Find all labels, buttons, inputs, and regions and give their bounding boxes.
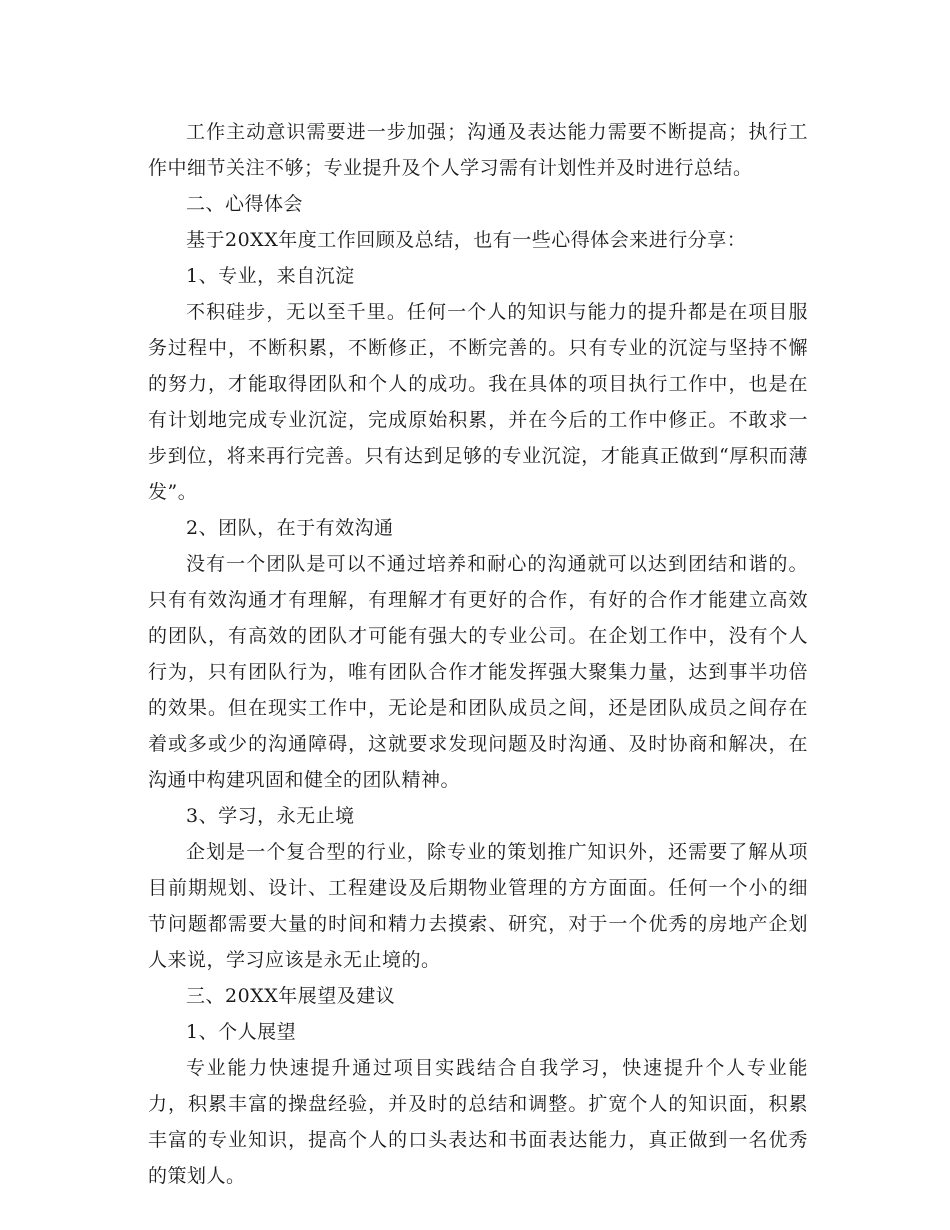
paragraph-teamwork: 没有一个团队是可以不通过培养和耐心的沟通就可以达到团结和谐的。只有有效沟通才有理解，有理解才有更好的合作，有好的合作才能建立高效的团队，有高效的团队才可能有强大的专业公司。在企划工作中，没有个人行为，只有团队行为，唯有团队合作才能发挥强大聚集力量，达到事半功倍的效果。但在现实工作中，无论是和团队成员之间，还是团队成员之间存在着或多或少的沟通障碍，这就要求发现问题及时沟通、及时协商和解决，在沟通中构建巩固和健全的团队精神。 [148, 553, 808, 791]
document-body [148, 114, 808, 1194]
paragraph-professionalism: 不积硅步，无以至千里。任何一个人的知识与能力的提升都是在项目服务过程中，不断积累，不断修正，不断完善的。只有专业的沉淀与坚持不懈的努力，才能取得团队和个人的成功。我在具体的项目执行工作中，也是在有计划地完成专业沉淀，完成原始积累，并在今后的工作中修正。不敢求一步到位，将来再行完善。只有达到足够的专业沉淀，才能真正做到“厚积而薄发”。 [148, 301, 808, 503]
paragraph-work-issues: 工作主动意识需要进一步加强；沟通及表达能力需要不断提高；执行工作中细节关注不够；专业提升及个人学习需有计划性并及时进行总结。 [148, 121, 808, 179]
subheading-teamwork: 2、团队，在于有效沟通 [186, 517, 394, 539]
paragraph-insights-intro: 基于20XX年度工作回顾及总结，也有一些心得体会来进行分享： [186, 229, 747, 251]
paragraph-learning: 企划是一个复合型的行业，除专业的策划推广知识外，还需要了解从项目前期规划、设计、工程建设及后期物业管理的方方面面。任何一个小的细节问题都需要大量的时间和精力去摸索、研究，对于一个优秀的房地产企划人来说，学习应该是永无止境的。 [148, 841, 808, 971]
section-heading-outlook: 三、20XX年展望及建议 [186, 985, 396, 1007]
paragraph-personal-outlook: 专业能力快速提升通过项目实践结合自我学习，快速提升个人专业能力，积累丰富的操盘经验，并及时的总结和调整。扩宽个人的知识面，积累丰富的专业知识，提高个人的口头表达和书面表达能力，真正做到一名优秀的策划人。 [148, 1057, 808, 1187]
subheading-learning: 3、学习，永无止境 [186, 805, 355, 827]
subheading-personal-outlook: 1、个人展望 [186, 1021, 297, 1043]
section-heading-insights: 二、心得体会 [186, 193, 304, 215]
subheading-professionalism: 1、专业，来自沉淀 [186, 265, 355, 287]
